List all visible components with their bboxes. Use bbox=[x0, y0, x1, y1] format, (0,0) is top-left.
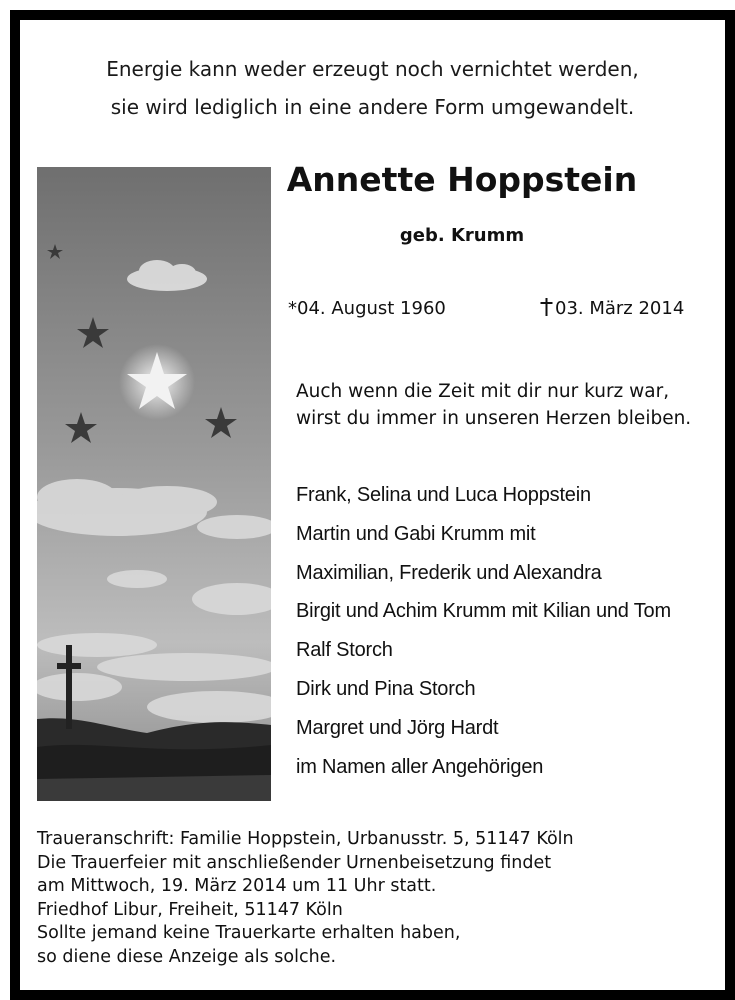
mourner-line: Frank, Selina und Luca Hoppstein bbox=[296, 484, 591, 506]
opening-quote bbox=[20, 50, 725, 126]
obituary-frame bbox=[10, 10, 735, 1000]
mourner-line: Birgit und Achim Krumm mit Kilian und Tom bbox=[296, 600, 671, 623]
footer-line: Traueranschrift: Familie Hoppstein, Urbanusstr. 5, 51147 Köln bbox=[37, 829, 574, 849]
mourner-line: Martin und Gabi Krumm mit bbox=[296, 522, 536, 545]
deceased-name: Annette Hoppstein bbox=[286, 160, 638, 199]
footer-line: Sollte jemand keine Trauerkarte erhalten haben, bbox=[37, 923, 461, 943]
birth-name: geb. Krumm bbox=[399, 225, 525, 246]
footer-line: am Mittwoch, 19. März 2014 um 11 Uhr statt. bbox=[37, 876, 437, 896]
death-date: 03. März 2014 bbox=[555, 298, 685, 319]
footer-line: so diene diese Anzeige als solche. bbox=[37, 946, 337, 967]
mourner-line: im Namen aller Angehörigen bbox=[296, 755, 544, 778]
mourner-line: Maximilian, Frederik und Alexandra bbox=[296, 561, 602, 584]
mourner-line: Ralf Storch bbox=[296, 639, 393, 662]
verse-line: wirst du immer in unseren Herzen bleiben. bbox=[296, 408, 692, 429]
cross-icon bbox=[540, 298, 553, 316]
quote-line-1: Energie kann weder erzeugt noch vernichtet werden, bbox=[106, 57, 639, 81]
quote-line-2: sie wird lediglich in eine andere Form umgewandelt. bbox=[110, 95, 635, 119]
death-date-group bbox=[540, 298, 684, 319]
memorial-verse bbox=[296, 378, 691, 432]
footer-line: Die Trauerfeier mit anschließender Urnenbeisetzung findet bbox=[37, 852, 552, 873]
mourners-list bbox=[296, 476, 671, 786]
funeral-details bbox=[37, 828, 574, 969]
verse-line: Auch wenn die Zeit mit dir nur kurz war, bbox=[296, 381, 670, 402]
mourner-line: Dirk und Pina Storch bbox=[296, 677, 476, 700]
birth-date: *04. August 1960 bbox=[288, 298, 446, 319]
mourner-line: Margret und Jörg Hardt bbox=[296, 716, 499, 739]
memorial-image bbox=[37, 167, 271, 801]
footer-line: Friedhof Libur, Freiheit, 51147 Köln bbox=[37, 899, 343, 920]
